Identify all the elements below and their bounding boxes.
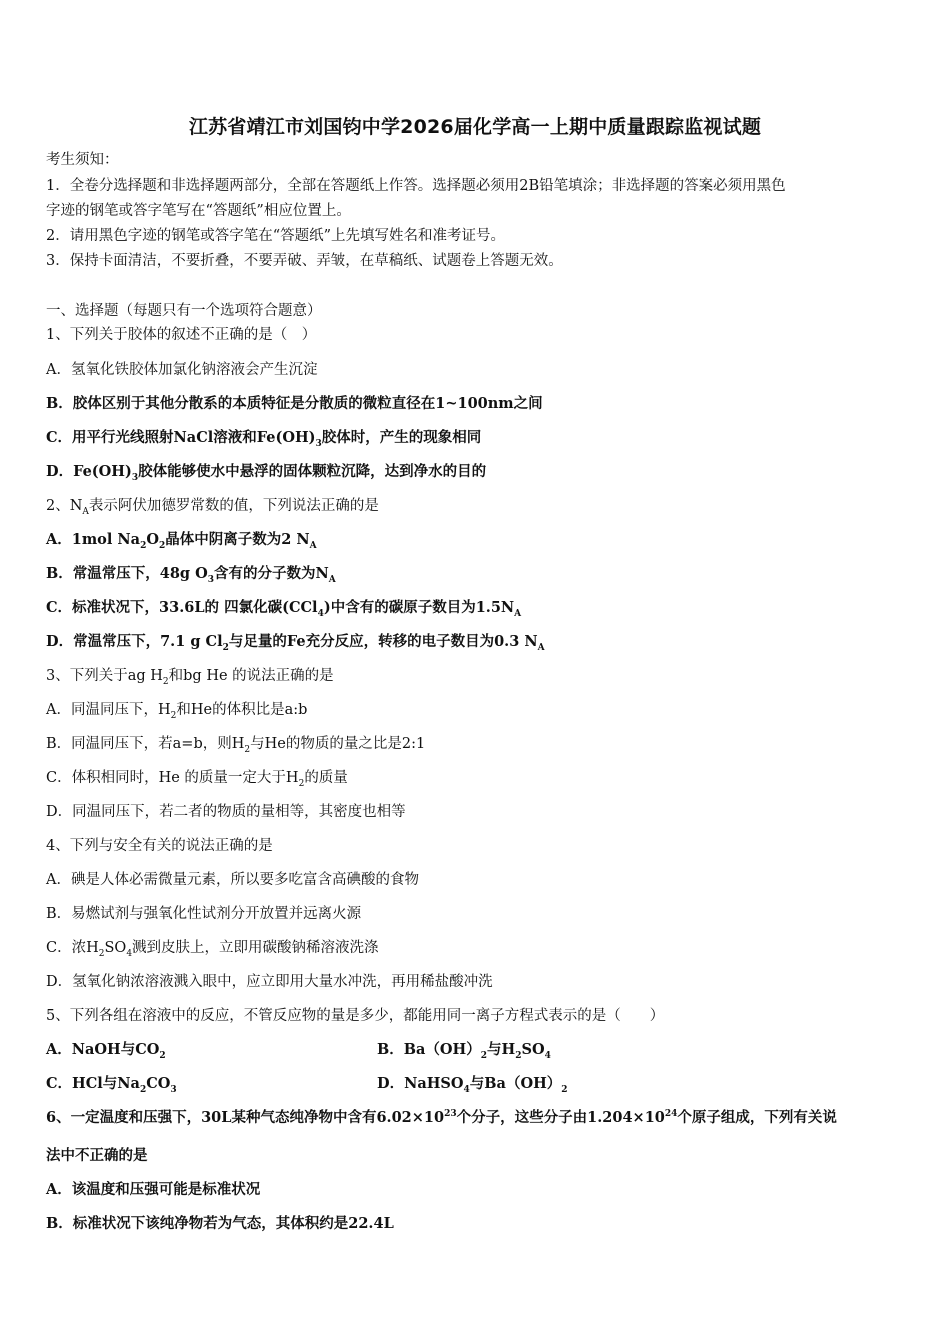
q2-option-d: D．常温常压下，7.1 g $Cl_2$与足量的Fe充分反应，转移的电子数目为0.3 $N_A$ [46, 633, 545, 653]
notice-line: 2．请用黑色字迹的钢笔或答字笔在“答题纸”上先填写姓名和准考证号。 [46, 228, 506, 244]
question-6-stem: 6、一定温度和压强下，30L某种气态纯净物中含有$6.02\times 10^{23}$个分子，这些分子由$1.204\times 10^{24}$个原子组成，下列有关说 [46, 1109, 837, 1126]
q4-option-a: A．碘是人体必需微量元素，所以要多吃富含高碘酸的食物 [46, 872, 419, 888]
notice-line: 字迹的钢笔或答字笔写在“答题纸”相应位置上。 [46, 203, 351, 219]
q4-option-c: C．浓$H_2SO_4$溅到皮肤上，立即用碳酸钠稀溶液洗涤 [46, 940, 379, 959]
q2-option-c: C．标准状况下，33.6L的 四氯化碳(CCl$_4$)中含有的碳原子数目为$1.5N_A$ [46, 599, 522, 619]
q1-option-c: C．用平行光线照射NaCl溶液和$Fe(OH)_3$胶体时，产生的现象相同 [46, 429, 482, 449]
q5-option-a: A．NaOH与$CO_2$ [46, 1041, 166, 1061]
q1-option-d: D．$Fe(OH)_3$胶体能够使水中悬浮的固体颗粒沉降，达到净水的目的 [46, 463, 487, 483]
question-4-stem: 4、下列与安全有关的说法正确的是 [46, 838, 273, 854]
q3-option-b: B．同温同压下，若a=b，则$H_2$与He的物质的量之比是2:1 [46, 736, 426, 755]
q5-option-b: B．$Ba(OH)_2$与$H_2SO_4$ [377, 1041, 551, 1061]
notice-line: 3．保持卡面清洁，不要折叠，不要弄破、弄皱，在草稿纸、试题卷上答题无效。 [46, 253, 563, 269]
q2-option-b: B．常温常压下，48g $O_3$含有的分子数为$N_A$ [46, 565, 336, 585]
q3-option-a: A．同温同压下，$H_2$和He的体积比是a:b [46, 702, 308, 721]
page-title: 江苏省靖江市刘国钧中学2026届化学高一上期中质量跟踪监视试题 [188, 116, 762, 138]
section-heading: 一、选择题（每题只有一个选项符合题意） [46, 303, 322, 319]
question-2-stem: 2、$N_A$表示阿伏加德罗常数的值，下列说法正确的是 [46, 498, 379, 517]
question-3-stem: 3、下列关于ag $H_2$和bg He 的说法正确的是 [46, 668, 334, 687]
notice-heading: 考生须知： [46, 152, 119, 168]
notice-line: 1．全卷分选择题和非选择题两部分，全部在答题纸上作答。选择题必须用2B铅笔填涂；非选择题的答案必须用黑色 [46, 178, 786, 194]
q1-option-a: A．氢氧化铁胶体加氯化钠溶液会产生沉淀 [46, 362, 318, 378]
q3-option-d: D．同温同压下，若二者的物质的量相等，其密度也相等 [46, 804, 406, 820]
q4-option-d: D．氢氧化钠浓溶液溅入眼中，应立即用大量水冲洗，再用稀盐酸冲洗 [46, 974, 493, 990]
question-5-stem: 5、下列各组在溶液中的反应，不管反应物的量是多少，都能用同一离子方程式表示的是（ ） [46, 1008, 665, 1024]
q5-option-d: D．NaHSO$_4$与$Ba(OH)_2$ [377, 1075, 568, 1095]
q6-option-a: A．该温度和压强可能是标准状况 [46, 1181, 261, 1198]
question-1-stem: 1、下列关于胶体的叙述不正确的是（ ） [46, 327, 317, 343]
q1-option-b: B．胶体区别于其他分散系的本质特征是分散质的微粒直径在1~100nm之间 [46, 395, 543, 412]
q4-option-b: B．易燃试剂与强氧化性试剂分开放置并远离火源 [46, 906, 362, 922]
question-6-stem-continued: 法中不正确的是 [46, 1147, 148, 1164]
q3-option-c: C．体积相同时，He 的质量一定大于$H_2$的质量 [46, 770, 348, 789]
q6-option-b: B．标准状况下该纯净物若为气态，其体积约是22.4L [46, 1215, 394, 1232]
q5-option-c: C．HCl与$Na_2CO_3$ [46, 1075, 177, 1095]
q2-option-a: A．1mol $Na_2O_2$晶体中阴离子数为2 $N_A$ [46, 531, 317, 551]
